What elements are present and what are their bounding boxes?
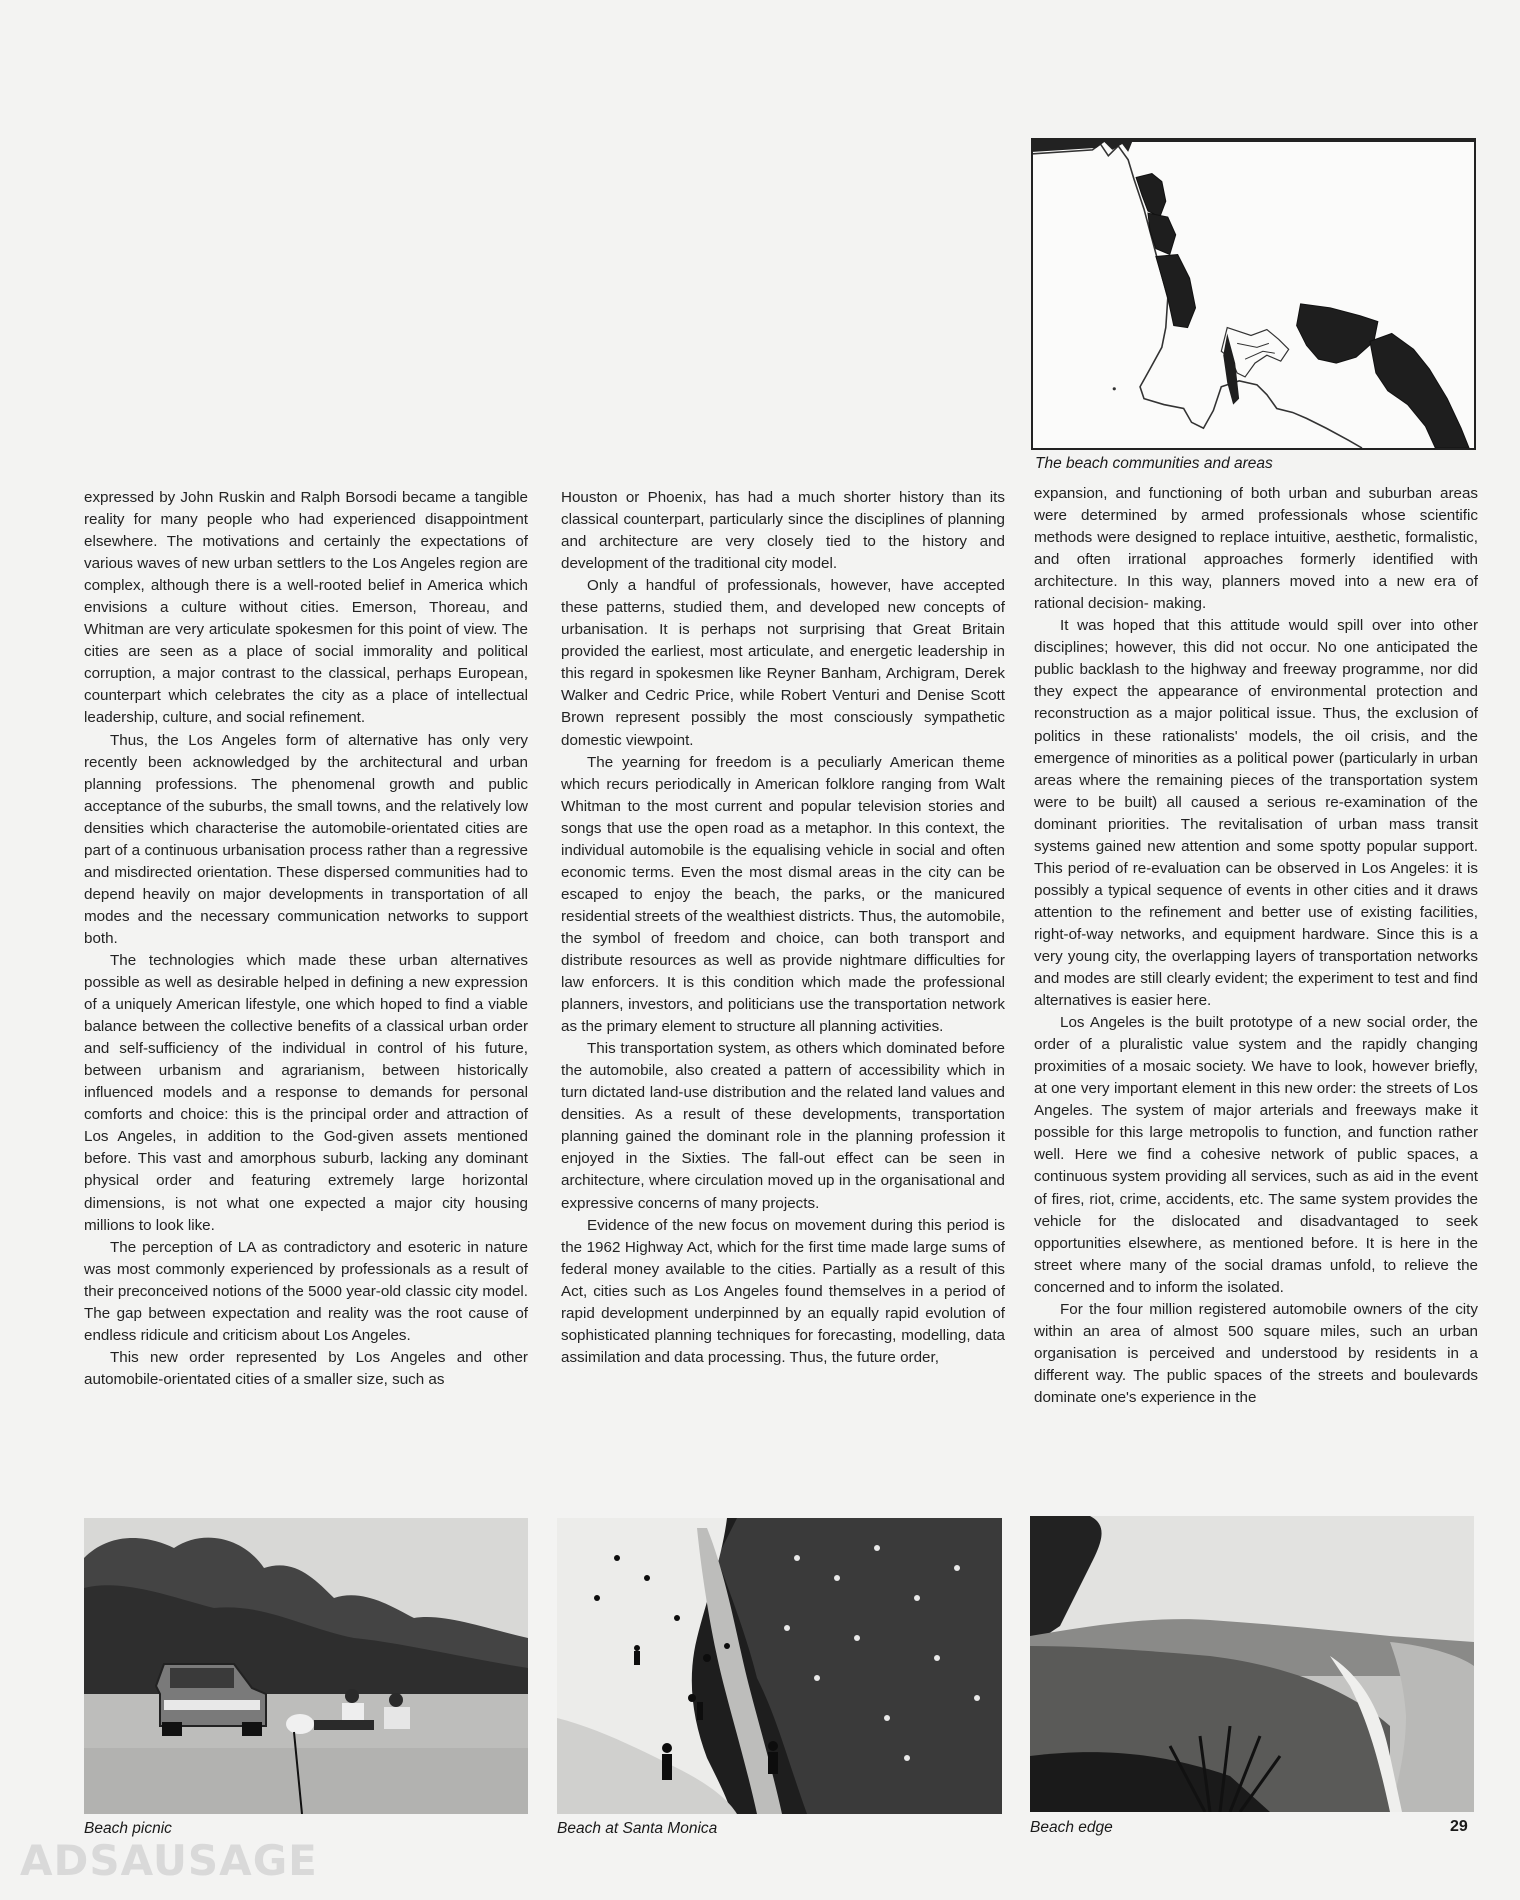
paragraph: For the four million registered automobile owners of the city within an area of almost 500 square miles, such an urban organisation is perceived and understood by residents in a different way. The public spaces of the streets and boulevards dominate one's experience in the xyxy=(1034,1300,1478,1406)
beach-edge-photo xyxy=(1030,1516,1474,1812)
paragraph: The yearning for freedom is a peculiarly American theme which recurs periodically in American folklore ranging from Walt Whitman to the most current and popular television stories and songs that use the open road as a metaphor. In this context, the individual automobile is the equalising vehicle in social and often economic terms. Even the most dismal areas in the city can be escaped to enjoy the beach, the parks, or the manicured residential streets of the wealthiest districts. Thus, the automobile, the symbol of freedom and choice, can both transport and distribute resources as well as provide nightmare difficulties for law enforcers. It is this condition which made the professional planners, investors, and politicians use the transportation network as the primary element to structure all planning activities. xyxy=(561,753,1005,1036)
paragraph: This transportation system, as others which dominated before the automobile, also created a pattern of accessibility which in turn dictated land-use distribution and the related land values and densities. As a result of these developments, transportation planning gained the dominant role in the planning profession it enjoyed in the Sixties. The fall-out effect can be seen in architecture, where circulation moved up in the organisational and expressive concerns of many projects. xyxy=(561,1040,1005,1212)
map-caption: The beach communities and areas xyxy=(1035,455,1273,472)
paragraph: It was hoped that this attitude would spill over into other disciplines; however, this did not occur. No one anticipated the public backlash to the highway and freeway programme, nor did they expect the appearance of environmental protection and reconstruction as a major political issue. Thus, the exclusion of politics in these rationalists' models, the oil crisis, and the emergence of minorities as a political power (particularly in urban areas where the remaining pieces of the transportation system were to be built) all caused a serious re-examination of the dominant priorities. The revitalisation of urban mass transit systems gained new attention and some spotty popular support. This period of re-evaluation can be observed in Los Angeles: it is possibly a typical sequence of events in other cities and it draws attention to the refinement and better use of existing facilities, right-of-way networks, and equipment hardware. Since this is a very young city, the overlapping layers of transportation networks and modes are still clearly evident; the experiment to test and find alternatives is easier here. xyxy=(1034,617,1478,1010)
paragraph: The technologies which made these urban alternatives possible as well as desirable helped in defining a new expression of a uniquely American lifestyle, one which hoped to find a viable balance between the collective benefits of a classical urban order and self-sufficiency of the individual in control of his future, between urbanism and agrarianism, between historically influenced models and a response to demands for personal comforts and choice: this is the principal order and attraction of Los Angeles, in addition to the God-given assets mentioned before. This vast and amorphous suburb, lacking any dominant physical order and featuring extremely large horizontal dimensions, is not what one expected a major city housing millions to look like. xyxy=(84,951,528,1234)
photo2-caption: Beach at Santa Monica xyxy=(557,1820,718,1837)
photo3-caption: Beach edge xyxy=(1030,1819,1113,1836)
text-column-1 xyxy=(84,487,528,1475)
paragraph: This new order represented by Los Angeles and other automobile-orientated cities of a smaller size, such as xyxy=(84,1348,528,1388)
photo1-caption: Beach picnic xyxy=(84,1820,172,1837)
beach-communities-map xyxy=(1031,138,1476,450)
page-number: 29 xyxy=(1450,1818,1468,1835)
paragraph: expansion, and functioning of both urban and suburban areas were determined by armed professionals whose scientific methods were designed to replace intuitive, aesthetic, formalistic, and often irrational approaches formerly identified with architecture. In this way, planners moved into a new era of rational decision- making. xyxy=(1034,485,1478,613)
paragraph: Thus, the Los Angeles form of alternative has only very recently been acknowledged by the architectural and urban planning professions. The phenomenal growth and public acceptance of the suburbs, the small towns, and the relatively low densities which characterise the automobile-orientated cities are part of a continuous urbanisation process rather than a regressive and misdirected orientation. These dispersed communities had to depend heavily on major developments in transportation of all modes and the necessary communication networks to support both. xyxy=(84,731,528,947)
paragraph: Only a handful of professionals, however, have accepted these patterns, studied them, and developed new concepts of urbanisation. It is perhaps not surprising that Great Britain provided the earliest, most articulate, and energetic leadership in this regard in spokesmen like Reyner Banham, Archigram, Derek Walker and Cedric Price, while Robert Venturi and Denise Scott Brown represent possibly the most consciously sympathetic domestic viewpoint. xyxy=(561,577,1005,749)
paragraph: The perception of LA as contradictory and esoteric in nature was most commonly experienced by professionals as a result of their preconceived notions of the 5000 year-old classic city model. The gap between expectation and reality was the root cause of endless ridicule and criticism about Los Angeles. xyxy=(84,1238,528,1344)
text-column-2 xyxy=(561,487,1005,1475)
paragraph: Houston or Phoenix, has had a much shorter history than its classical counterpart, particularly since the disciplines of planning and architecture are very closely tied to the history and development of the traditional city model. xyxy=(561,489,1005,573)
paragraph: Los Angeles is the built prototype of a new social order, the order of a pluralistic value system and the rapidly changing proximities of a mosaic society. We have to look, however briefly, at one very important element in this new order: the streets of Los Angeles. The system of major arterials and freeways make it possible for this large metropolis to function, and function rather well. Here we find a cohesive network of public spaces, a continuous system providing all services, such as aid in the event of fires, riot, crime, accidents, etc. The same system provides the vehicle for the dislocated and disadvantaged to seek opportunities elsewhere, as mentioned before. It is here in the street where many of the social dramas unfold, to relieve the concerned and to inform the isolated. xyxy=(1034,1014,1478,1296)
paragraph: expressed by John Ruskin and Ralph Borsodi became a tangible reality for many people who had experienced disappointment elsewhere. The motivations and certainly the expectations of various waves of new urban settlers to the Los Angeles region are complex, although there is a well-rooted belief in America which envisions a culture without cities. Emerson, Thoreau, and Whitman are very articulate spokesmen for this point of view. The cities are seen as a place of social immorality and political corruption, a major contrast to the classical, perhaps European, counterpart which celebrates the city as a place of intellectual leadership, culture, and social refinement. xyxy=(84,489,528,727)
beach-picnic-photo xyxy=(84,1518,528,1814)
watermark: ADSAUSAGE xyxy=(20,1836,318,1885)
text-column-3 xyxy=(1034,483,1478,1471)
santa-monica-photo xyxy=(557,1518,1002,1814)
paragraph: Evidence of the new focus on movement during this period is the 1962 Highway Act, which for the first time made large sums of federal money available to the cities. Partially as a result of this Act, cities such as Los Angeles found themselves in a period of rapid development underpinned by an equally rapid evolution of sophisticated planning techniques for forecasting, modelling, data assimilation and data processing. Thus, the future order, xyxy=(561,1216,1005,1366)
